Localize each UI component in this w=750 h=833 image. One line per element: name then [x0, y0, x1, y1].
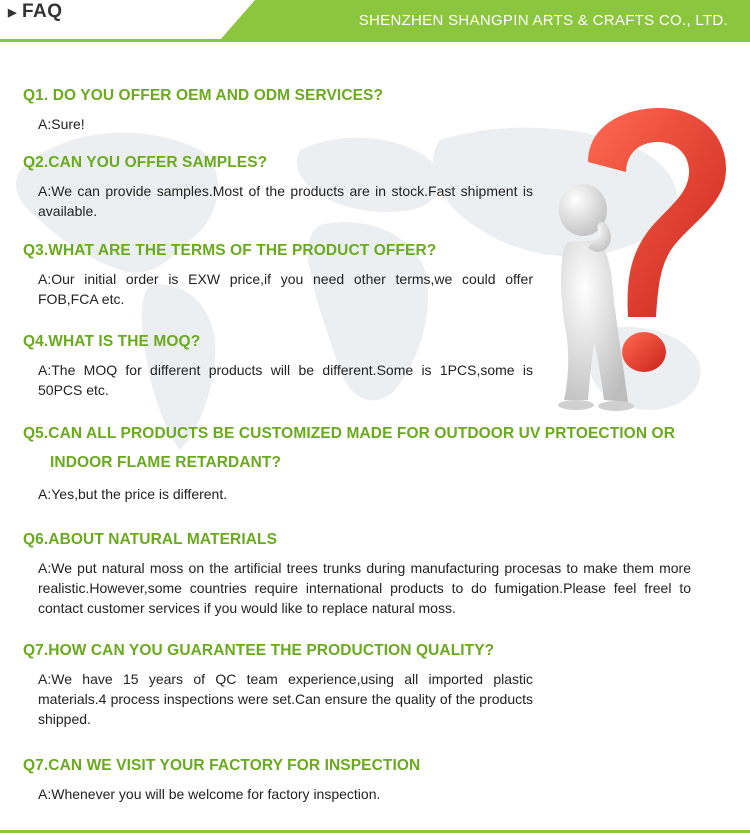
triangle-bullet-icon: ▶: [8, 6, 17, 19]
faq-item-4: [23, 327, 533, 400]
faq-answer: A:We have 15 years of QC team experience,using all imported plastic materials.4 process inspections were set.Can ensure the quality of the products shipped.: [38, 671, 533, 727]
faq-question: Q3.WHAT ARE THE TERMS OF THE PRODUCT OFFER?: [23, 242, 437, 259]
faq-answer: A:The MOQ for different products will be different.Some is 1PCS,some is 50PCS etc.: [38, 362, 533, 398]
company-name: SHENZHEN SHANGPIN ARTS & CRAFTS CO., LTD.: [358, 12, 728, 29]
faq-answer: A:Whenever you will be welcome for factory inspection.: [38, 786, 381, 802]
faq-question: Q2.CAN YOU OFFER SAMPLES?: [23, 154, 268, 171]
faq-answer: A:We put natural moss on the artificial trees trunks during manufacturing procesas to make them more realistic.However,some countries require international products to do fumigation.Please feel freel to contact customer services if you would like to replace natural moss.: [38, 560, 691, 616]
faq-answer: A:Our initial order is EXW price,if you need other terms,we could offer FOB,FCA etc.: [38, 271, 533, 307]
faq-answer: A:We can provide samples.Most of the products are in stock.Fast shipment is available.: [38, 183, 533, 219]
faq-heading: [8, 1, 63, 23]
faq-item-8: [23, 751, 533, 804]
faq-question: Q4.WHAT IS THE MOQ?: [23, 333, 201, 350]
faq-item-1: [23, 81, 538, 134]
faq-title-text: FAQ: [21, 1, 63, 22]
faq-item-3: [23, 236, 533, 309]
faq-question: Q6.ABOUT NATURAL MATERIALS: [23, 531, 278, 548]
faq-question: Q7.CAN WE VISIT YOUR FACTORY FOR INSPECTION: [23, 757, 421, 774]
faq-item-5: [23, 419, 723, 504]
faq-answer: A:Yes,but the price is different.: [38, 486, 228, 502]
thinking-figure-question-mark-icon: [548, 102, 738, 412]
faq-question-line-1: Q5.CAN ALL PRODUCTS BE CUSTOMIZED MADE FOR OUTDOOR UV PRTOECTION OR: [23, 425, 675, 442]
faq-item-7: [23, 636, 533, 729]
header-banner: [0, 0, 750, 42]
faq-question: [23, 419, 723, 477]
faq-item-6: [23, 525, 691, 618]
faq-answer: A:Sure!: [38, 116, 85, 132]
faq-question: Q1. DO YOU OFFER OEM AND ODM SERVICES?: [23, 87, 384, 104]
faq-question: Q7.HOW CAN YOU GUARANTEE THE PRODUCTION QUALITY?: [23, 642, 495, 659]
faq-item-2: [23, 148, 533, 221]
faq-question-line-2: INDOOR FLAME RETARDANT?: [50, 454, 282, 471]
